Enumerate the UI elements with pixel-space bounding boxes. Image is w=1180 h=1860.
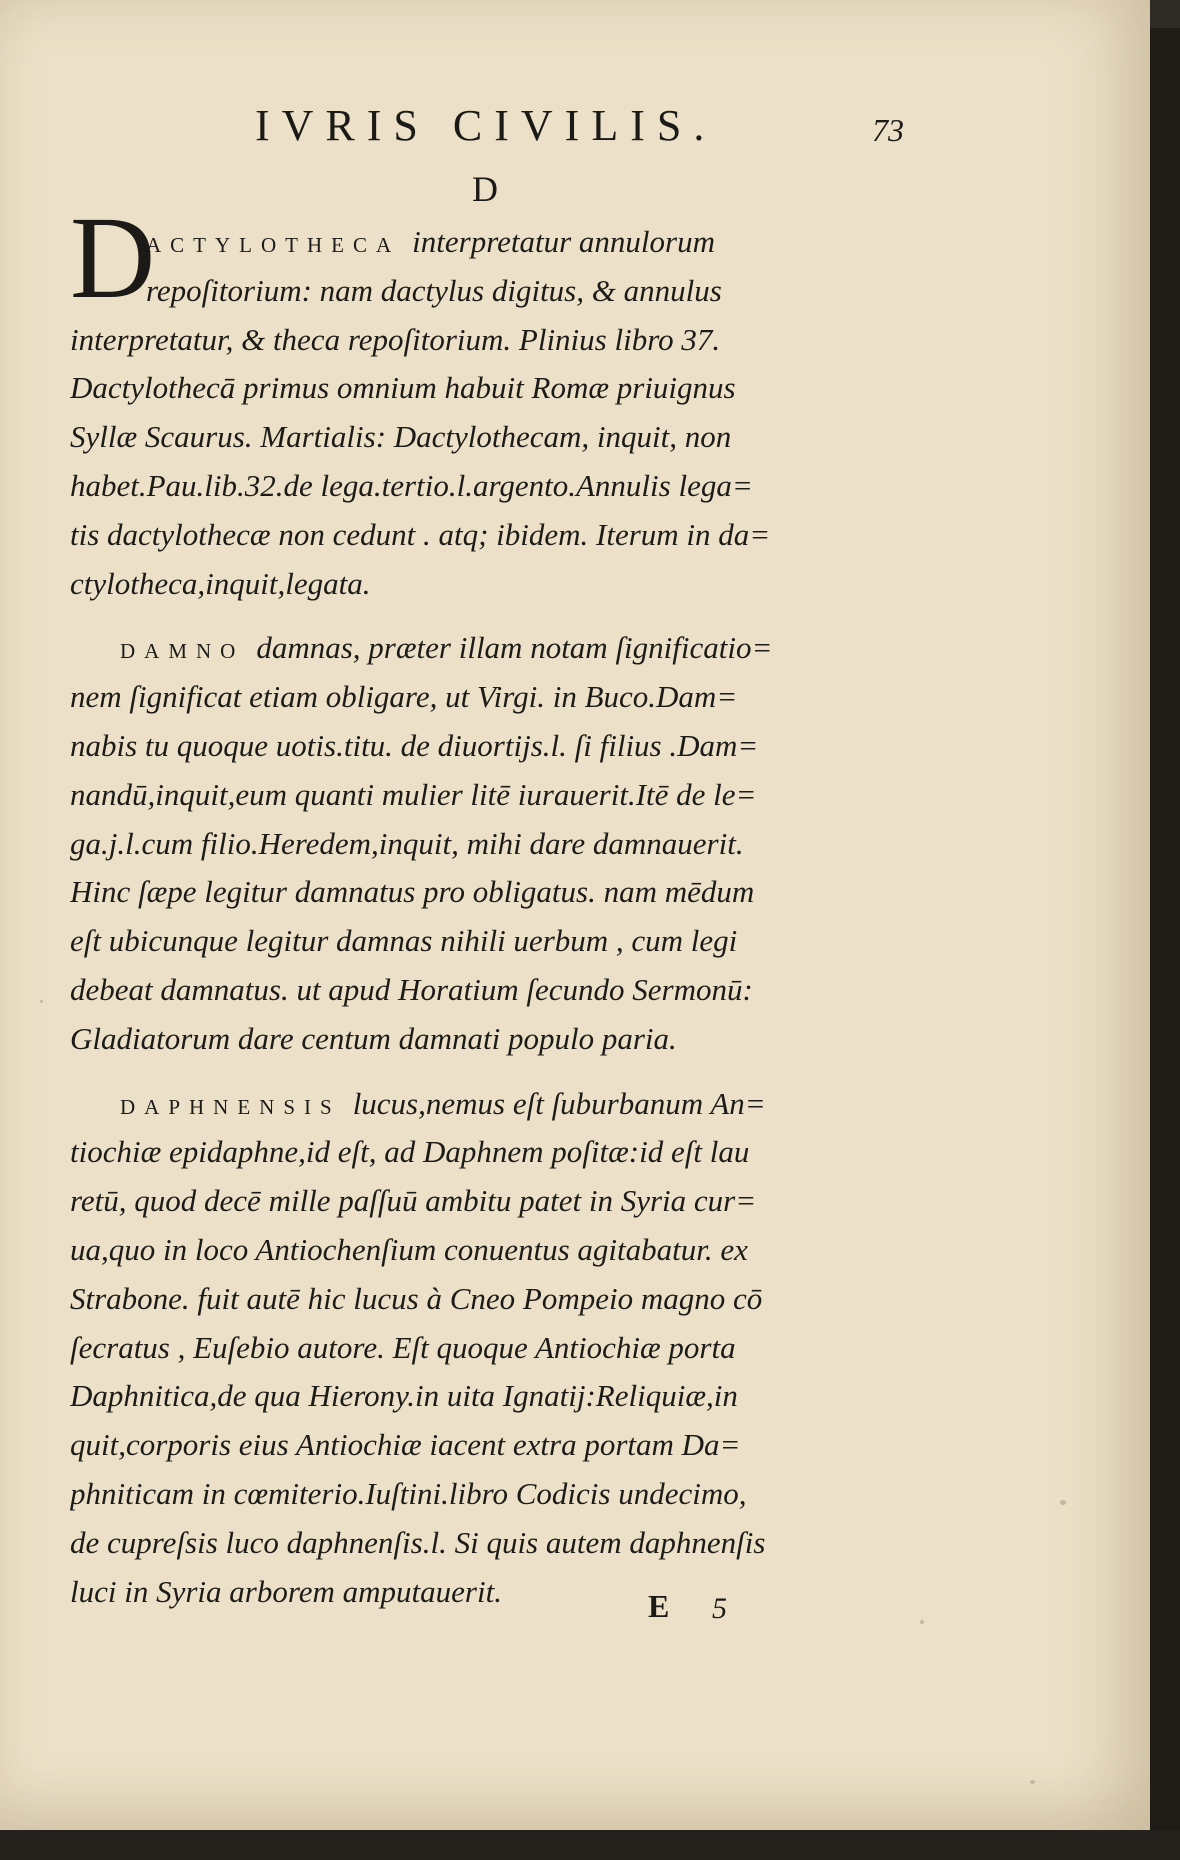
catchword: E: [648, 1588, 670, 1624]
entry-line: ctylotheca,inquit,legata.: [70, 565, 371, 601]
entry-line: luci in Syria arborem amputauerit.: [70, 1573, 502, 1609]
entry-line: ga.j.l.cum filio.Heredem,inquit, mihi dare damnauerit.: [70, 825, 744, 861]
entry-line: DAMNO damnas, præter illam notam ſignificatio=: [120, 630, 773, 666]
entry-line: tis dactylothecæ non cedunt . atq; ibidem. Iterum in da=: [70, 516, 771, 552]
running-head: IVRIS CIVILIS.: [255, 101, 717, 150]
entry-line: nandū,inquit,eum quanti mulier litē iurauerit.Itē de le=: [70, 776, 757, 812]
paper-speck: [920, 1620, 924, 1624]
entry-line: DAPHNENSIS lucus,nemus eſt ſuburbanum An=: [120, 1085, 766, 1121]
scan-bottom-edge: [0, 1830, 1180, 1860]
entry-line: eſt ubicunque legitur damnas nihili uerbum , cum legi: [70, 923, 738, 959]
page-number: 73: [872, 112, 904, 148]
entry-line: quit,corporis eius Antiochiæ iacent extra portam Da=: [70, 1427, 741, 1463]
drop-cap-initial: D: [70, 192, 156, 323]
headword-dactylotheca: ACTYLOTHECA: [146, 233, 401, 257]
entry-line: phniticam in cœmiterio.Iuſtini.libro Codicis undecimo,: [70, 1475, 747, 1511]
paper-speck: [40, 1000, 43, 1003]
entry-line: Gladiatorum dare centum damnati populo paria.: [70, 1020, 677, 1056]
entry-line: de cupreſsis luco daphnenſis.l. Si quis autem daphnenſis: [70, 1524, 766, 1560]
entry-line: nem ſignificat etiam obligare, ut Virgi. in Buco.Dam=: [70, 679, 738, 715]
entry-line: Syllæ Scaurus. Martialis: Dactylothecam, inquit, non: [70, 419, 732, 455]
entry-line: debeat damnatus. ut apud Horatium ſecundo Sermonū:: [70, 971, 753, 1007]
entry-line: Dactylothecā primus omnium habuit Romæ priuignus: [70, 370, 736, 406]
scan-edge: [1150, 28, 1180, 1860]
entry-line: retū, quod decē mille paſſuū ambitu patet in Syria cur=: [70, 1183, 757, 1219]
main-text: [70, 218, 900, 1616]
entry-line: Hinc ſæpe legitur damnatus pro obligatus. nam mēdum: [70, 874, 755, 910]
entry-line: habet.Pau.lib.32.de lega.tertio.l.argento.Annulis lega=: [70, 467, 753, 503]
signature-mark: 5: [712, 1592, 727, 1625]
paper-speck: [1060, 1500, 1066, 1505]
section-letter: D: [472, 169, 498, 209]
headword-daphnensis: DAPHNENSIS: [120, 1094, 341, 1119]
entry-line: tiochiæ epidaphne,id eſt, ad Daphnem poſitæ:id eſt lau: [70, 1134, 750, 1170]
entry-line: Strabone. fuit autē hic lucus à Cneo Pompeio magno cō: [70, 1280, 763, 1316]
entry-line: interpretatur, & theca repoſitorium. Plinius libro 37.: [70, 321, 721, 357]
entry-line: Daphnitica,de qua Hierony.in uita Ignatij:Reliquiæ,in: [70, 1378, 738, 1414]
entry-line: ACTYLOTHECA interpretatur annulorum: [146, 224, 715, 259]
entry-line: ſecratus , Euſebio autore. Eſt quoque Antiochiæ porta: [70, 1329, 736, 1365]
entry-line: ua,quo in loco Antiochenſium conuentus agitabatur. ex: [70, 1231, 748, 1267]
entry-line: nabis tu quoque uotis.titu. de diuortijs.l. ſi filius .Dam=: [70, 727, 759, 763]
paper-speck: [1030, 1780, 1035, 1784]
entry-line: repoſitorium: nam dactylus digitus, & annulus: [146, 272, 722, 308]
headword-damno: DAMNO: [120, 639, 245, 664]
